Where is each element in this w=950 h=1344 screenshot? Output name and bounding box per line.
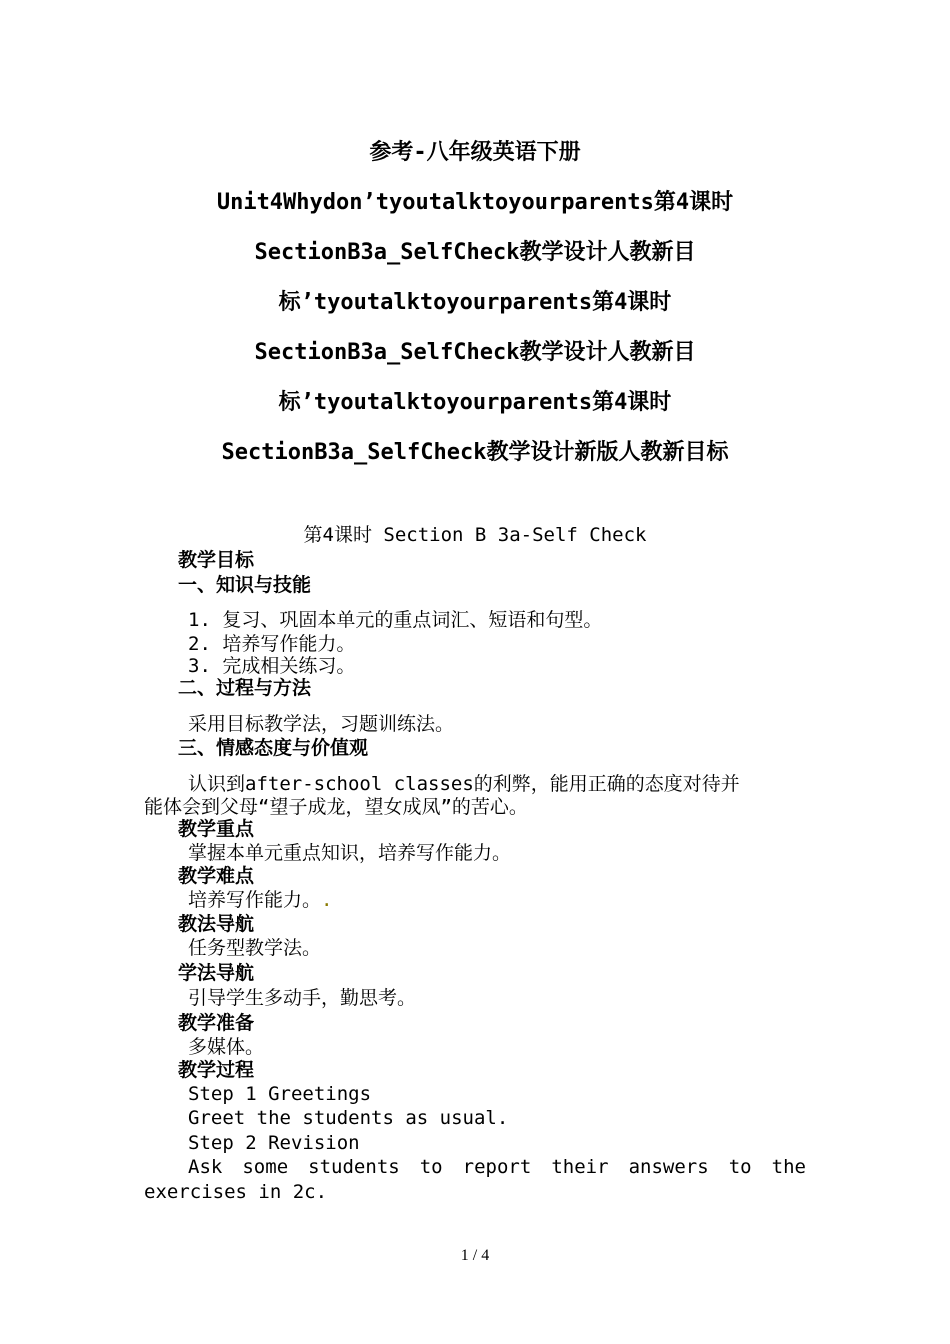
lesson-subtitle: 第4课时 Section B 3a-Self Check — [303, 524, 647, 546]
emotion-values-text-line: 能体会到父母“望子成龙，望女成凤”的苦心。 — [144, 796, 528, 818]
emotion-values-text-line: 认识到after-school classes的利弊，能用正确的态度对待并 — [188, 773, 740, 795]
page-indicator: 1 / 4 — [460, 1247, 490, 1264]
title-line: Unit4Whydon’tyoutalktoyourparents第4课时 — [216, 190, 734, 215]
step-text: Ask some students to report their answers to the exercises in 2c. — [144, 1156, 806, 1203]
step-text: Greet the students as usual. — [188, 1107, 509, 1129]
knowledge-item: 3. 完成相关练习。 — [188, 655, 356, 677]
title-line: SectionB3a_SelfCheck教学设计新版人教新目标 — [221, 440, 729, 465]
preparation-heading: 教学准备 — [178, 1012, 255, 1034]
title-line: SectionB3a_SelfCheck教学设计人教新目 — [254, 240, 696, 265]
teaching-process-heading: 教学过程 — [178, 1059, 255, 1081]
emotion-values-heading: 三、情感态度与价值观 — [178, 737, 369, 759]
step-title: Step 1 Greetings — [188, 1083, 372, 1105]
title-line: SectionB3a_SelfCheck教学设计人教新目 — [254, 340, 696, 365]
difficult-points-text — [188, 887, 332, 913]
document-title — [0, 128, 950, 478]
stray-mark: . — [321, 889, 333, 911]
teaching-goals-heading: 教学目标 — [178, 549, 255, 571]
preparation-text: 多媒体。 — [188, 1036, 265, 1058]
difficult-points-sentence: 培养写作能力。 — [188, 889, 322, 911]
title-line: 标’tyoutalktoyourparents第4课时 — [278, 290, 672, 315]
key-points-heading: 教学重点 — [178, 818, 255, 840]
teaching-method-text: 任务型教学法。 — [188, 937, 322, 959]
process-method-text: 采用目标教学法，习题训练法。 — [188, 713, 455, 735]
key-points-text: 掌握本单元重点知识，培养写作能力。 — [188, 842, 512, 864]
process-method-heading: 二、过程与方法 — [178, 677, 312, 699]
learning-method-text: 引导学生多动手，勤思考。 — [188, 987, 417, 1009]
knowledge-skills-heading: 一、知识与技能 — [178, 574, 312, 596]
difficult-points-heading: 教学难点 — [178, 865, 255, 887]
teaching-method-heading: 教法导航 — [178, 913, 255, 935]
knowledge-item: 1. 复习、巩固本单元的重点词汇、短语和句型。 — [188, 609, 603, 631]
title-line: 标’tyoutalktoyourparents第4课时 — [278, 390, 672, 415]
title-line: 参考-八年级英语下册 — [369, 140, 581, 165]
knowledge-item: 2. 培养写作能力。 — [188, 633, 356, 655]
step-title: Step 2 Revision — [188, 1132, 360, 1154]
learning-method-heading: 学法导航 — [178, 962, 255, 984]
